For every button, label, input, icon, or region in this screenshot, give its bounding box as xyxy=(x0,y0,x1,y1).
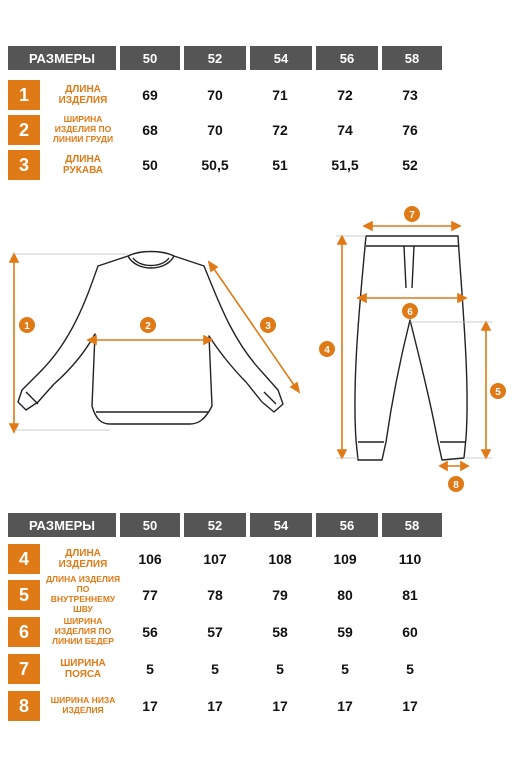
cell-value: 81 xyxy=(402,587,418,603)
cell-value: 58 xyxy=(272,624,288,640)
marker-8-label: 8 xyxy=(453,480,459,491)
sweatshirt-neck-rib xyxy=(133,258,169,266)
measure-6-arrow-left xyxy=(358,294,366,302)
cell-value: 5 xyxy=(406,661,414,677)
cell-value: 17 xyxy=(207,698,223,714)
cell-value: 5 xyxy=(341,661,349,677)
header-size-56: 56 xyxy=(316,513,378,537)
row-label: ШИРИНА ИЗДЕЛИЯ ПО ЛИНИИ БЕДЕР xyxy=(52,616,114,646)
cell-value: 17 xyxy=(402,698,418,714)
measure-5-arrow-bottom xyxy=(482,450,490,458)
marker-7-label: 7 xyxy=(409,210,415,221)
row-number-badge: 2 xyxy=(8,115,40,145)
cell-value: 57 xyxy=(207,624,223,640)
header-size-58: 58 xyxy=(382,46,442,70)
table-row xyxy=(8,544,442,574)
row-label: ШИРИНА ИЗДЕЛИЯ ПО ЛИНИИ ГРУДИ xyxy=(52,114,114,144)
header-size-56: 56 xyxy=(316,46,378,70)
row-number-badge: 4 xyxy=(8,544,40,574)
marker-6-label: 6 xyxy=(407,307,413,318)
sweatshirt-outline xyxy=(18,252,283,425)
cell-value: 80 xyxy=(337,587,353,603)
cell-value: 51,5 xyxy=(331,157,359,173)
measure-8-arrow-right xyxy=(461,462,468,470)
cell-value: 72 xyxy=(272,122,288,138)
cell-value: 59 xyxy=(337,624,353,640)
header-size-54: 54 xyxy=(250,513,312,537)
cell-value: 79 xyxy=(272,587,288,603)
cell-value: 50 xyxy=(142,157,158,173)
pants-drawstring xyxy=(404,246,414,288)
cell-value: 107 xyxy=(203,551,227,567)
table-row xyxy=(8,654,442,684)
cell-value: 74 xyxy=(337,122,353,138)
markers xyxy=(19,206,506,492)
table-row xyxy=(8,691,442,721)
marker-4-label: 4 xyxy=(324,345,330,356)
cell-value: 51 xyxy=(272,157,288,173)
pants-guides xyxy=(336,236,492,458)
marker-1-label: 1 xyxy=(24,321,30,332)
row-number-badge: 7 xyxy=(8,654,40,684)
measure-5-arrow-top xyxy=(482,322,490,330)
row-number-badge: 6 xyxy=(8,617,40,647)
measure-4-arrow-bottom xyxy=(338,450,346,458)
cell-value: 70 xyxy=(207,87,223,103)
sweatshirt-guides xyxy=(14,254,128,430)
row-number-badge: 1 xyxy=(8,80,40,110)
measure-7-arrow-left xyxy=(364,222,372,230)
row-label: ДЛИНА ИЗДЕЛИЯ ПО ВНУТРЕННЕМУ ШВУ xyxy=(45,574,121,614)
row-label: ДЛИНА РУКАВА xyxy=(62,153,104,176)
header-size-58: 58 xyxy=(382,513,442,537)
sweatshirt-neckline xyxy=(128,256,174,268)
cell-value: 78 xyxy=(207,587,223,603)
row-label: ДЛИНА ИЗДЕЛИЯ xyxy=(58,547,108,570)
measure-8-arrow-left xyxy=(440,462,447,470)
cell-value: 106 xyxy=(138,551,162,567)
marker-3-label: 3 xyxy=(265,321,271,332)
measure-1-arrow-top xyxy=(10,254,18,262)
row-number-badge: 3 xyxy=(8,150,40,180)
header-size-54: 54 xyxy=(250,46,312,70)
cell-value: 70 xyxy=(207,122,223,138)
marker-2-label: 2 xyxy=(145,321,151,332)
cell-value: 56 xyxy=(142,624,158,640)
cell-value: 17 xyxy=(142,698,158,714)
row-number-badge: 8 xyxy=(8,691,40,721)
measure-3-line xyxy=(212,266,296,388)
table-row xyxy=(8,574,442,614)
row-label: ШИРИНА ПОЯСА xyxy=(60,657,106,680)
header-size-50: 50 xyxy=(120,513,180,537)
header-size-52: 52 xyxy=(184,513,246,537)
cell-value: 108 xyxy=(268,551,292,567)
cell-value: 69 xyxy=(142,87,158,103)
cell-value: 76 xyxy=(402,122,418,138)
pants-diagram xyxy=(355,236,467,460)
cell-value: 109 xyxy=(333,551,357,567)
pants-outline xyxy=(355,236,467,460)
measure-1-arrow-bottom xyxy=(10,424,18,432)
size-table-bottom xyxy=(8,513,442,728)
cell-value: 17 xyxy=(337,698,353,714)
header-sizes-label: РАЗМЕРЫ xyxy=(8,46,116,70)
cell-value: 110 xyxy=(398,551,422,567)
sweatshirt-cuff-left xyxy=(26,392,38,404)
header-size-50: 50 xyxy=(120,46,180,70)
row-label: ШИРИНА НИЗА ИЗДЕЛИЯ xyxy=(50,695,116,715)
cell-value: 5 xyxy=(276,661,284,677)
row-label: ДЛИНА ИЗДЕЛИЯ xyxy=(58,83,108,106)
measure-3-arrow-bottom xyxy=(291,383,299,392)
measure-4-arrow-top xyxy=(338,236,346,244)
measure-7-arrow-right xyxy=(452,222,460,230)
cell-value: 73 xyxy=(402,87,418,103)
cell-value: 50,5 xyxy=(201,157,229,173)
measure-2-arrow-right xyxy=(204,336,212,344)
sweatshirt-measures xyxy=(10,254,299,432)
cell-value: 77 xyxy=(142,587,158,603)
cell-value: 5 xyxy=(146,661,154,677)
cell-value: 5 xyxy=(211,661,219,677)
cell-value: 60 xyxy=(402,624,418,640)
table-row xyxy=(8,617,442,647)
header-size-52: 52 xyxy=(184,46,246,70)
cell-value: 52 xyxy=(402,157,418,173)
cell-value: 71 xyxy=(272,87,288,103)
cell-value: 17 xyxy=(272,698,288,714)
measure-3-arrow-top xyxy=(209,262,217,271)
row-number-badge: 5 xyxy=(8,580,40,610)
sweatshirt-cuff-right xyxy=(264,392,276,404)
marker-5-label: 5 xyxy=(495,387,501,398)
cell-value: 72 xyxy=(337,87,353,103)
sweatshirt-diagram xyxy=(18,252,283,425)
header-sizes-label: РАЗМЕРЫ xyxy=(8,513,116,537)
measure-6-arrow-right xyxy=(458,294,466,302)
cell-value: 68 xyxy=(142,122,158,138)
table-header-row xyxy=(8,513,442,543)
